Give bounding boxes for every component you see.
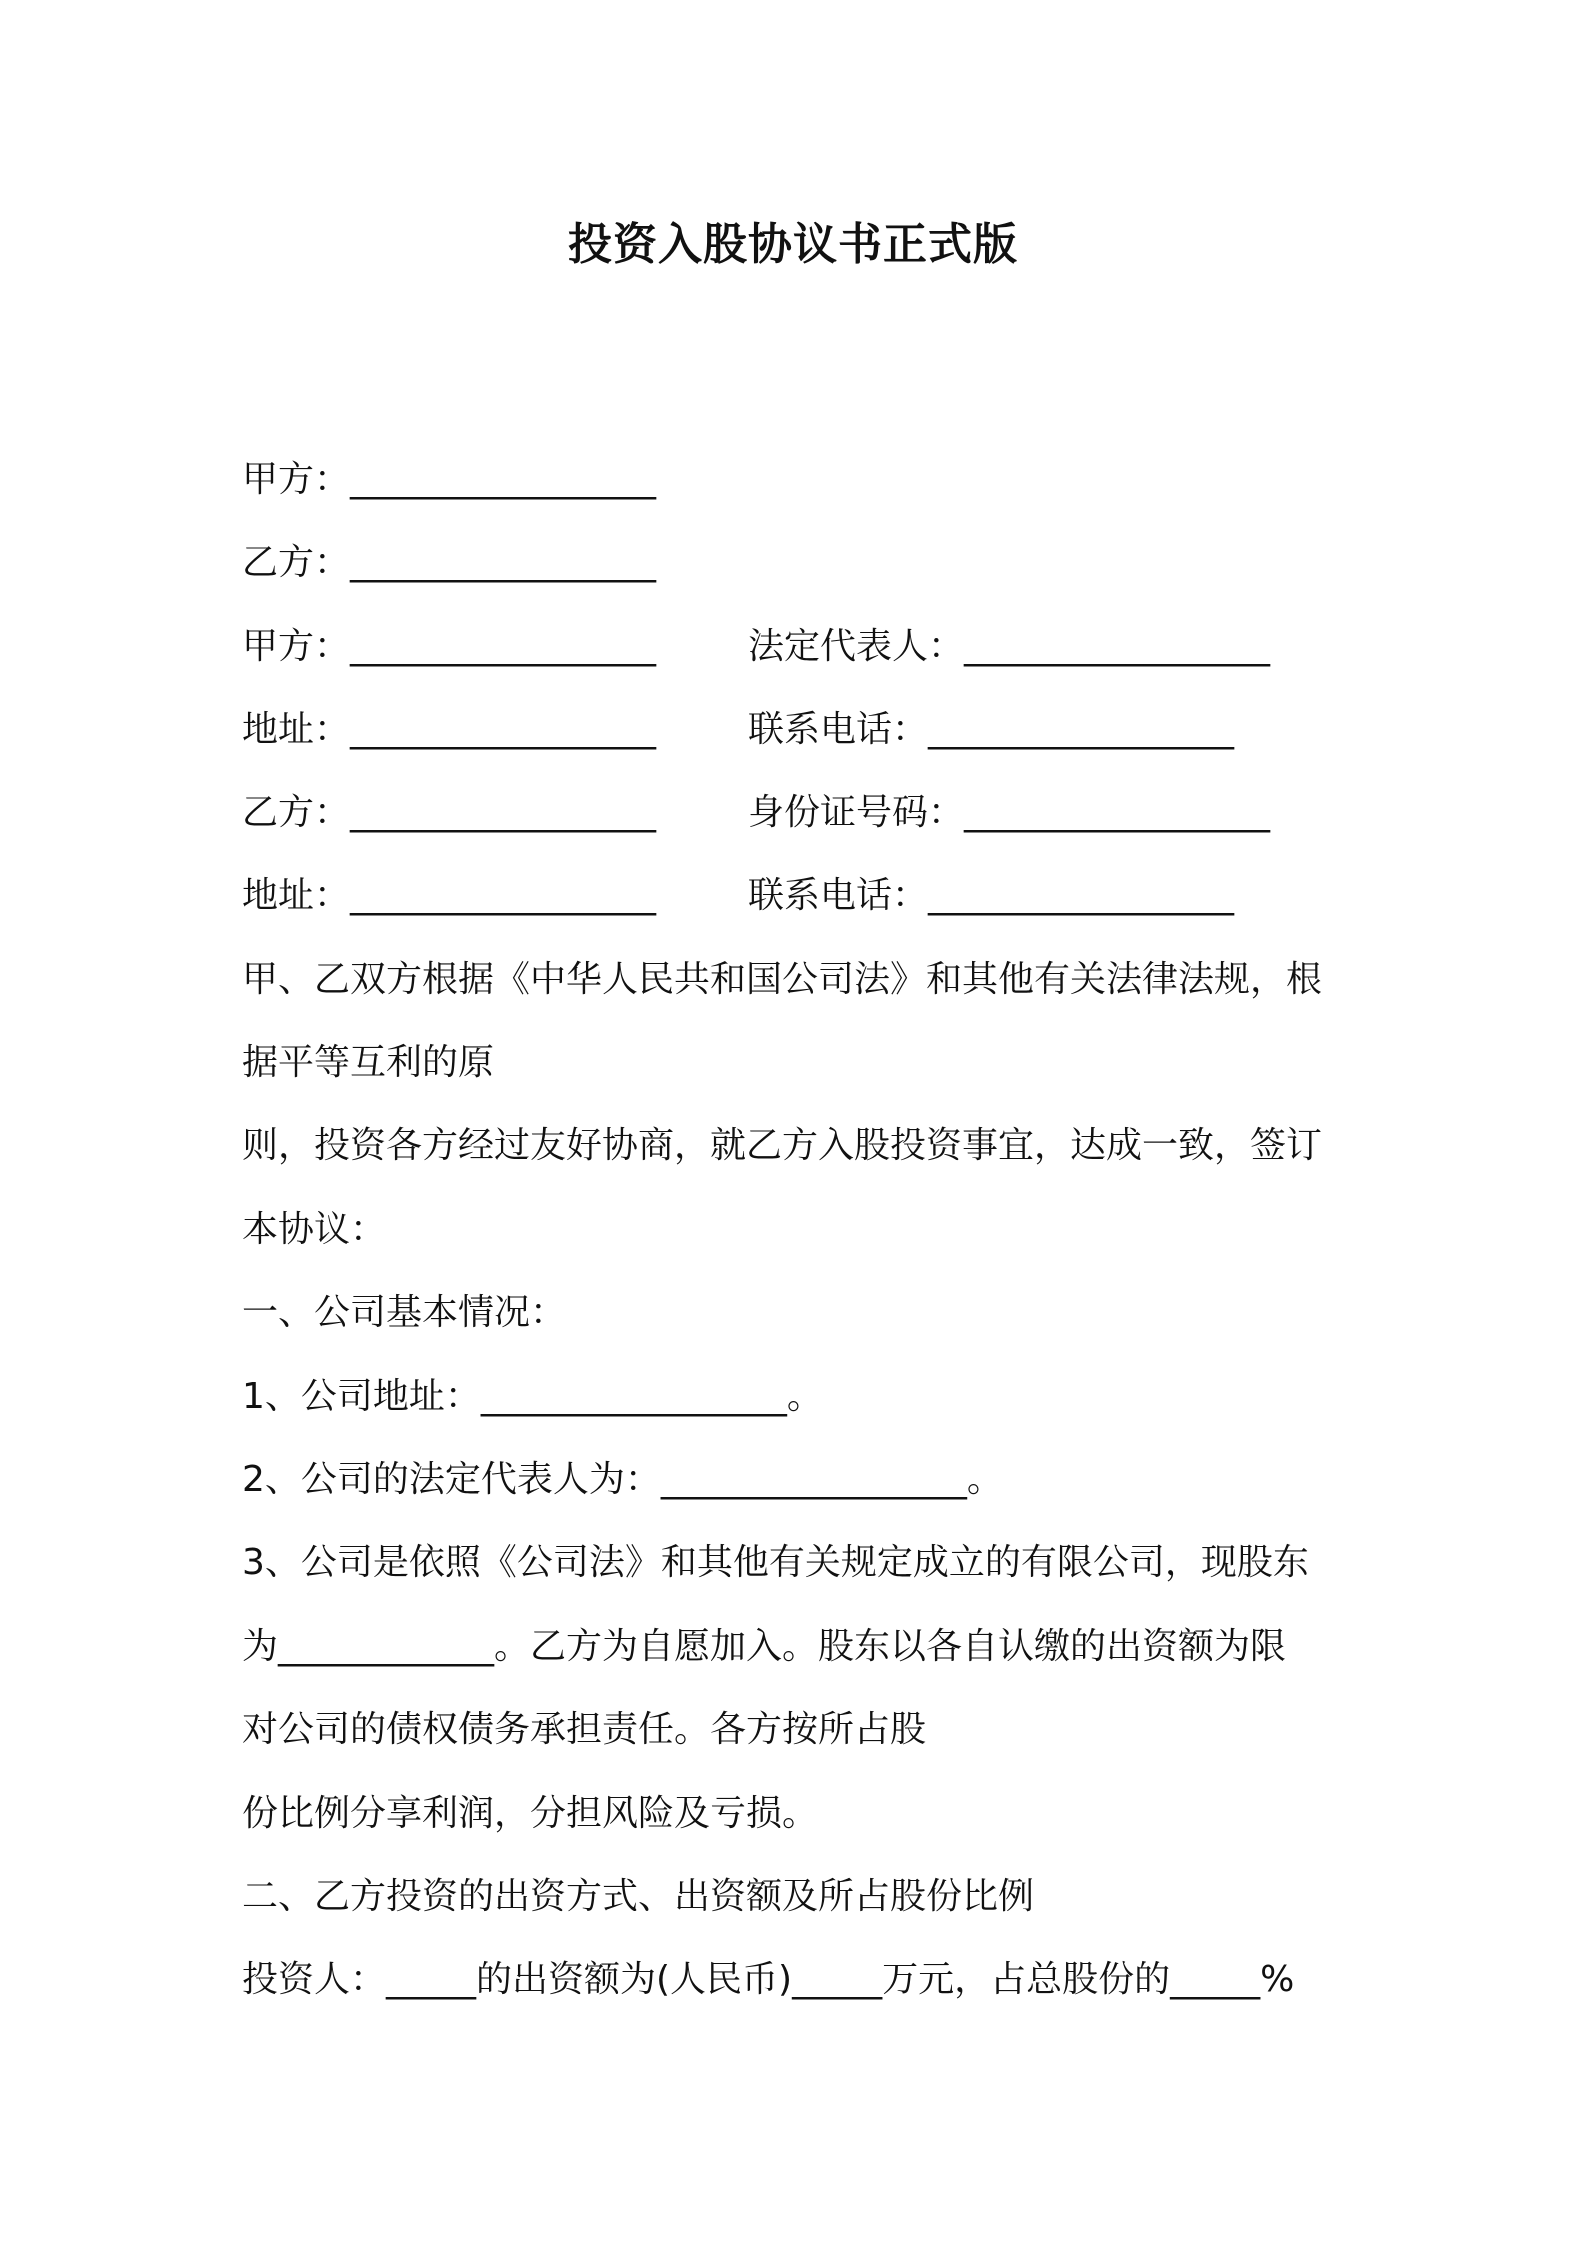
section-heading: 一、公司基本情况： xyxy=(242,1292,567,1333)
party-b-id-field: 身份证号码：_________________ xyxy=(748,792,1271,833)
paragraph-line: 本协议： xyxy=(242,1209,387,1250)
paragraph-line: 为____________。乙方为自愿加入。股东以各自认缴的出资额为限 xyxy=(242,1626,1287,1667)
paragraph-line: 份比例分享利润，分担风险及亏损。 xyxy=(242,1793,819,1834)
paragraph-line: 2、公司的法定代表人为：_________________。 xyxy=(242,1459,1003,1500)
legal-representative-field: 法定代表人：_________________ xyxy=(748,626,1271,667)
party-b-name-field: 乙方：_________________ xyxy=(242,792,657,833)
party-b-field: 乙方：_________________ xyxy=(242,542,657,583)
paragraph-line: 则，投资各方经过友好协商，就乙方入股投资事宜，达成一致，签订 xyxy=(242,1125,1323,1166)
paragraph-line: 甲、乙双方根据《中华人民共和国公司法》和其他有关法律法规，根 xyxy=(242,959,1323,1000)
party-a-address-field: 地址：_________________ xyxy=(242,709,657,750)
paragraph-line: 投资人：_____的出资额为(人民币)_____万元，占总股份的_____% xyxy=(242,1959,1295,2000)
party-b-phone-field: 联系电话：_________________ xyxy=(748,875,1235,916)
party-a-field: 甲方：_________________ xyxy=(242,459,657,500)
document-title: 投资入股协议书正式版 xyxy=(568,219,1018,270)
paragraph-line: 1、公司地址：_________________。 xyxy=(242,1376,823,1417)
party-b-address-field: 地址：_________________ xyxy=(242,875,657,916)
party-a-name-field: 甲方：_________________ xyxy=(242,626,657,667)
section-heading: 二、乙方投资的出资方式、出资额及所占股份比例 xyxy=(242,1876,1035,1917)
paragraph-line: 对公司的债权债务承担责任。各方按所占股 xyxy=(242,1709,927,1750)
party-a-phone-field: 联系电话：_________________ xyxy=(748,709,1235,750)
paragraph-line: 据平等互利的原 xyxy=(242,1042,495,1083)
paragraph-line: 3、公司是依照《公司法》和其他有关规定成立的有限公司，现股东 xyxy=(242,1542,1309,1583)
